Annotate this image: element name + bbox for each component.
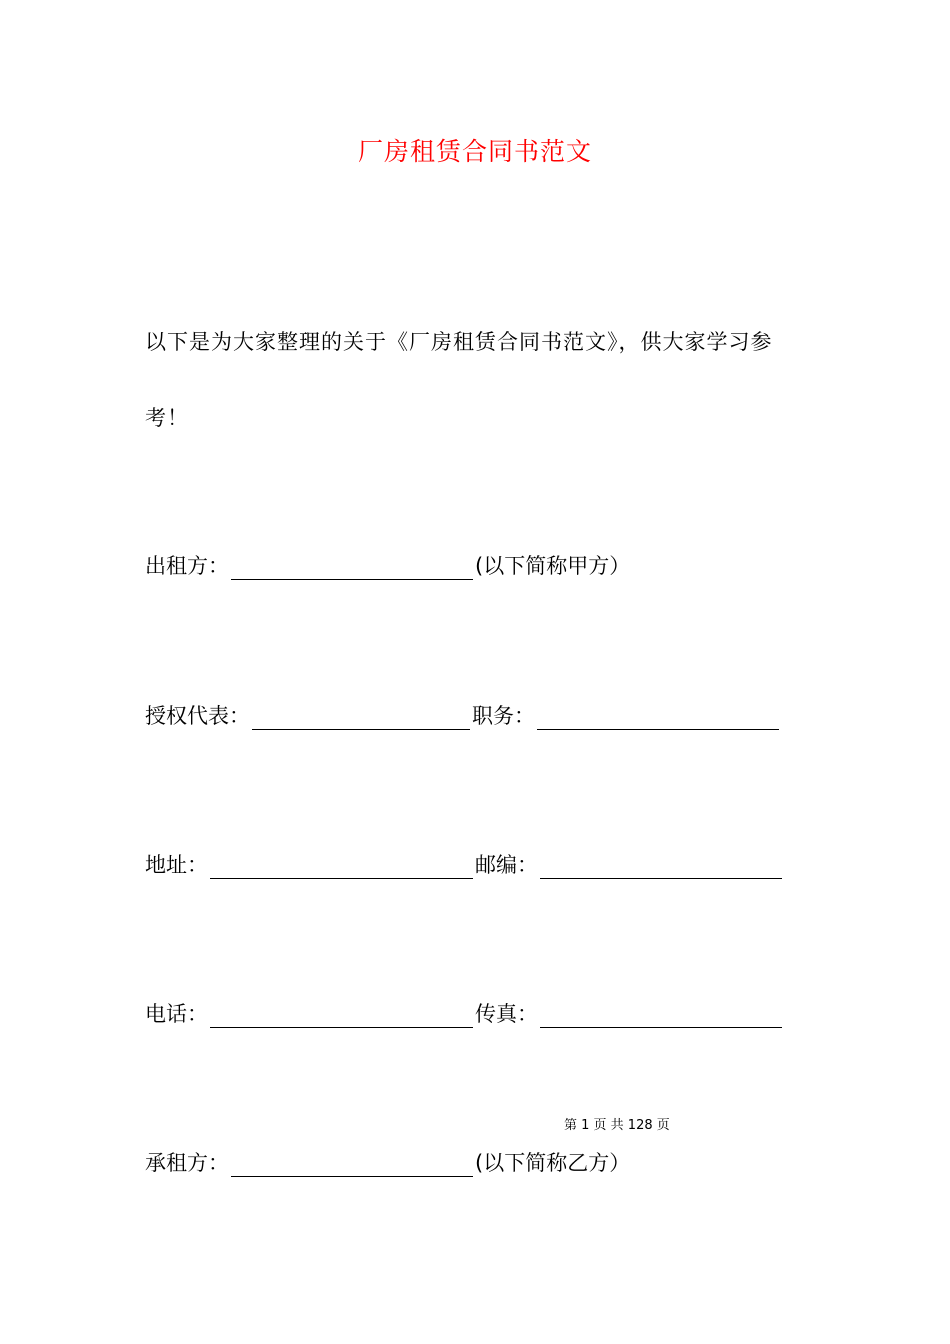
zip-label: 邮编： — [475, 853, 538, 877]
intro-line-2: 考！ — [145, 406, 189, 430]
position-label: 职务： — [472, 704, 535, 728]
phone-blank[interactable] — [210, 1007, 473, 1028]
rep-row — [145, 700, 781, 730]
position-blank[interactable] — [537, 709, 779, 730]
fax-label: 传真： — [475, 1002, 538, 1026]
phone-row — [145, 998, 784, 1028]
address-row — [145, 849, 784, 879]
lessee-label: 承租方： — [145, 1151, 229, 1175]
fax-blank[interactable] — [540, 1007, 782, 1028]
lessee-row — [145, 1147, 630, 1177]
lessee-blank[interactable] — [231, 1156, 473, 1177]
zip-blank[interactable] — [540, 858, 782, 879]
page-footer: 第 1 页 共 128 页 — [564, 1118, 670, 1133]
lessee-suffix: (以下简称乙方） — [475, 1151, 631, 1175]
address-blank[interactable] — [210, 858, 473, 879]
document-title: 厂房租赁合同书范文 — [357, 137, 592, 166]
lessor-row — [145, 550, 630, 580]
rep-label: 授权代表： — [145, 704, 250, 728]
phone-label: 电话： — [145, 1002, 208, 1026]
lessor-suffix: (以下简称甲方） — [475, 554, 631, 578]
address-label: 地址： — [145, 853, 208, 877]
rep-blank[interactable] — [252, 709, 470, 730]
lessor-blank[interactable] — [231, 559, 473, 580]
lessor-label: 出租方： — [145, 554, 229, 578]
intro-line-1: 以下是为大家整理的关于《厂房租赁合同书范文》，供大家学习参 — [145, 330, 773, 354]
